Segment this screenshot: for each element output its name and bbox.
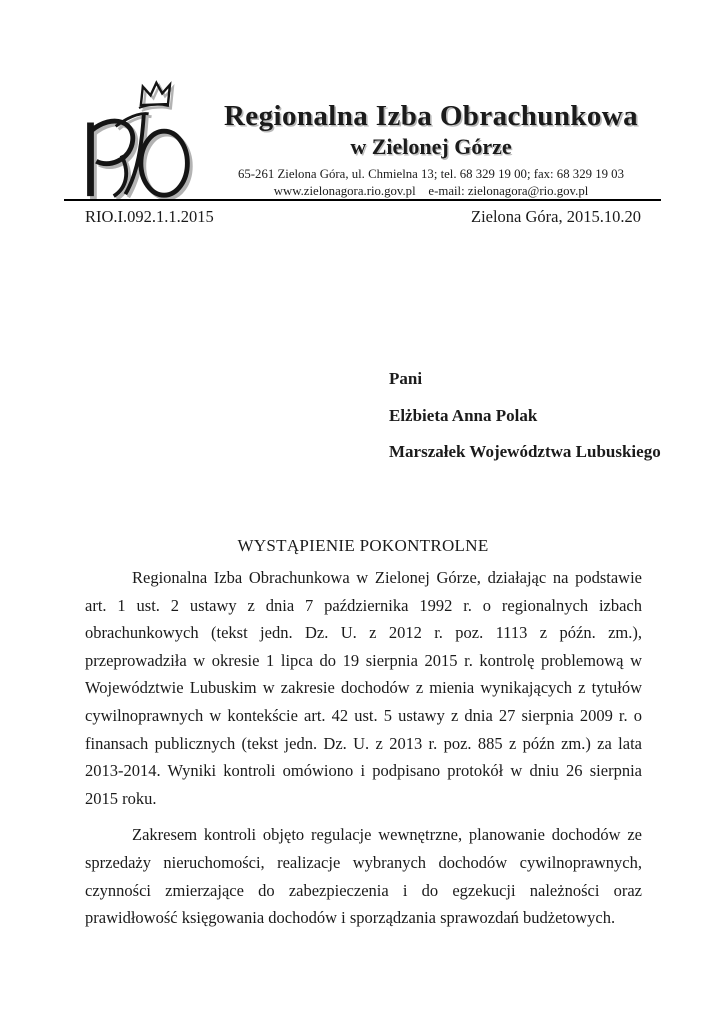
addressee-salutation: Pani: [389, 369, 423, 388]
place-and-date: Zielona Góra, 2015.10.20: [470, 207, 641, 226]
document-body: [85, 564, 642, 932]
addressee-name: Elżbieta Anna Polak: [389, 405, 538, 425]
org-location: w Zielonej Górze: [350, 134, 512, 160]
reference-number: RIO.I.092.1.1.2015: [85, 207, 214, 226]
body-paragraph: Zakresem kontroli objęto regulacje wewnętrzne, planowanie dochodów ze sprzedaży nieruchomości, realizacje wybranych dochodów cywilnoprawnych, czynności zmierzające do zabezpieczenia i do egzekucji należności oraz prawidłowość księgowania dochodów i sporządzania sprawozdań budżetowych.: [85, 825, 642, 928]
org-contact-line: www.zielonagora.rio.gov.pl e-mail: zielonagora@rio.gov.pl: [273, 184, 589, 199]
letterhead-divider: [64, 199, 661, 201]
document-title: WYSTĄPIENIE POKONTROLNE: [237, 536, 489, 555]
body-paragraph: Regionalna Izba Obrachunkowa w Zielonej Górze, działając na podstawie art. 1 ust. 2 ustawy z dnia 7 października 1992 r. o regionalnych izbach obrachunkowych (tekst jedn. Dz. U. z 2012 r. poz. 1113 z późn. zm.), przeprowadziła w okresie 1 lipca do 19 sierpnia 2015 r. kontrolę problemową w Województwie Lubuskim w zakresie dochodów z mienia wynikających z tytułów cywilnoprawnych w kontekście art. 42 ust. 5 ustawy z dnia 27 sierpnia 2009 r. o finansach publicznych (tekst jedn. Dz. U. z 2013 r. poz. 885 z późn zm.) za lata 2013-2014. Wyniki kontroli omówiono i podpisano protokół w dniu 26 sierpnia 2015 roku.: [85, 568, 642, 808]
addressee-role: Marszałek Województwa Lubuskiego: [389, 442, 661, 461]
org-address-line: 65-261 Zielona Góra, ul. Chmielna 13; tel. 68 329 19 00; fax: 68 329 19 03: [238, 167, 624, 182]
addressee-block: [389, 361, 661, 471]
org-name: Regionalna Izba Obrachunkowa: [223, 100, 639, 132]
reference-row: [85, 207, 641, 227]
rio-crown-logo-icon: [78, 76, 196, 200]
letterhead: [192, 100, 670, 199]
